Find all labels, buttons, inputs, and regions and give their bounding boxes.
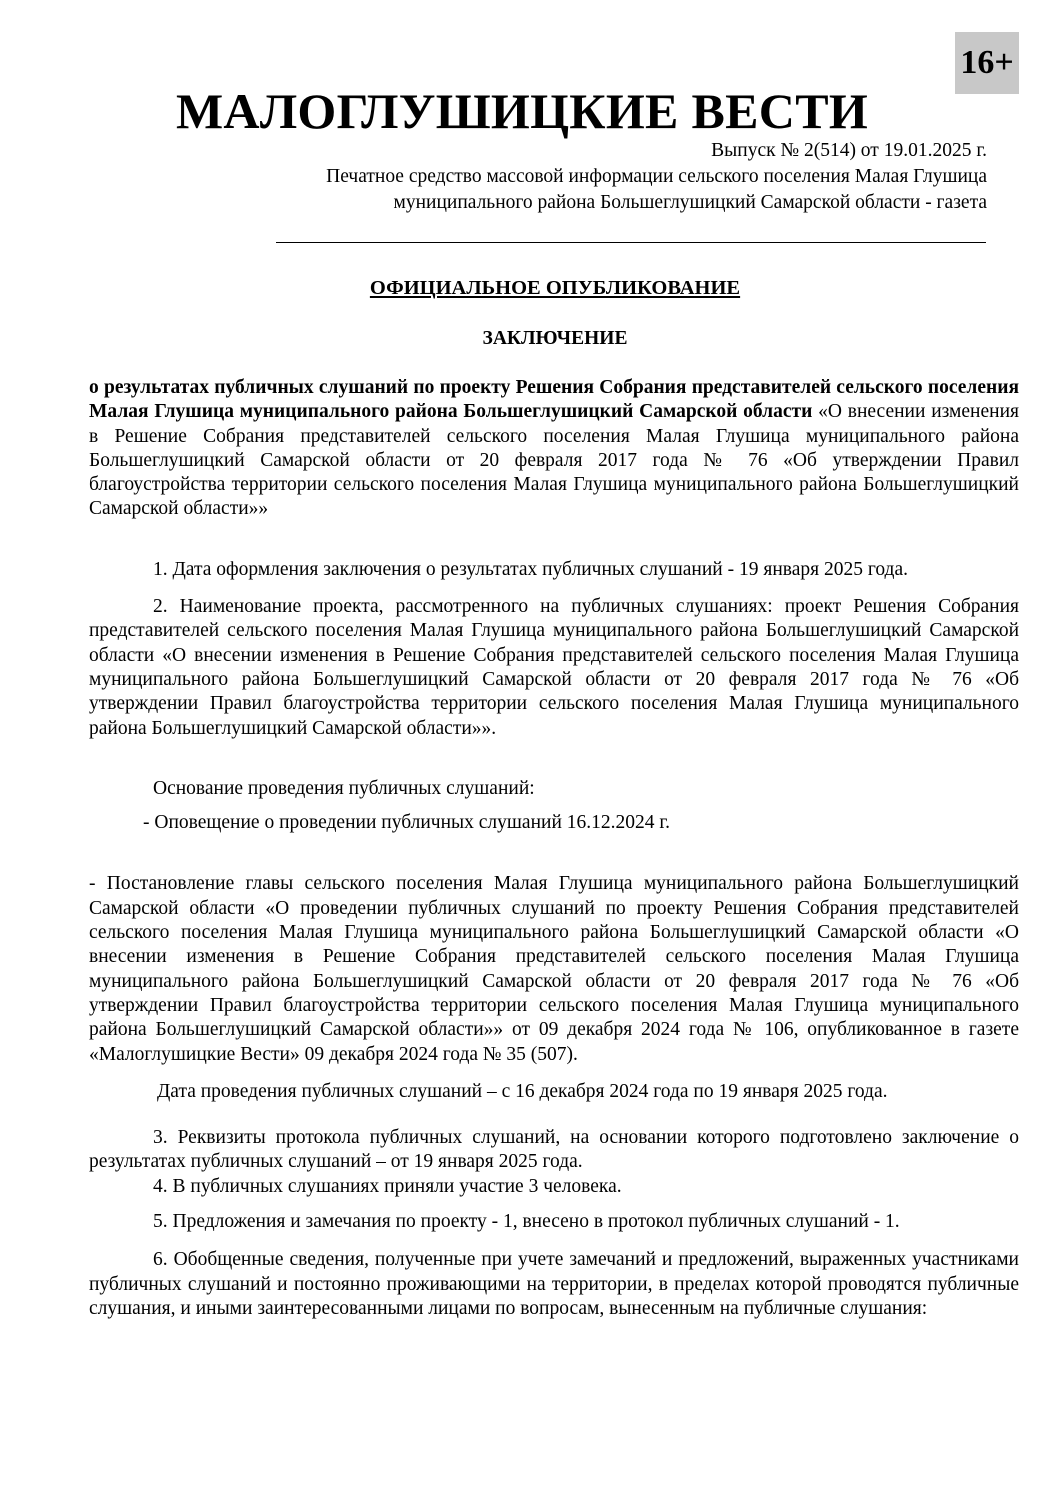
basis-item-2: - Постановление главы сельского поселения Малая Глушица муниципального района Большеглушицкий Самарской области «О проведении публичных слушаний по проекту Решения Собрания представителей сельского поселения Малая Глушица муниципального района Большеглушицкий Самарской области «О внесении изменения в Решение Собрания представителей сельского поселения Малая Глушица муниципального района Большеглушицкий Самарской области от 20 февраля 2017 года № 76 «Об утверждении Правил благоустройства территории сельского поселения Малая Глушица муниципального района Большеглушицкий Самарской области»» от 09 декабря 2024 года № 106, опубликованное в газете «Малоглушицкие Вести» 09 декабря 2024 года № 35 (507). bbox=[89, 873, 1019, 1065]
document-subject bbox=[89, 376, 1019, 522]
publisher-description-line-2: муниципального района Большеглушицкий Самарской области - газета bbox=[393, 192, 987, 213]
item-1: 1. Дата оформления заключения о результатах публичных слушаний - 19 января 2025 года. bbox=[153, 558, 908, 580]
newspaper-masthead: МАЛОГЛУШИЦКИЕ ВЕСТИ bbox=[175, 83, 869, 139]
document-subject-bold: о результатах публичных слушаний по проекту Решения Собрания представителей сельского поселения Малая Глушица муниципального района Большеглушицкий Самарской области bbox=[89, 377, 1019, 423]
item-3: 3. Реквизиты протокола публичных слушаний, на основании которого подготовлено заключение о результатах публичных слушаний – от 19 января 2025 года. bbox=[89, 1127, 1019, 1173]
item-2: 2. Наименование проекта, рассмотренного на публичных слушаниях: проект Решения Собрания представителей сельского поселения Малая Глушица муниципального района Большеглушицкий Самарской области «О внесении изменения в Решение Собрания представителей сельского поселения Малая Глушица муниципального района Большеглушицкий Самарской области от 20 февраля 2017 года № 76 «Об утверждении Правил благоустройства территории сельского поселения Малая Глушица муниципального района Большеглушицкий Самарской области»». bbox=[89, 596, 1019, 739]
age-rating-badge: 16+ bbox=[955, 32, 1019, 94]
item-5: 5. Предложения и замечания по проекту - 1, внесено в протокол публичных слушаний - 1. bbox=[153, 1211, 900, 1233]
hearing-dates: Дата проведения публичных слушаний – с 16 декабря 2024 года по 19 января 2025 года. bbox=[157, 1080, 888, 1102]
issue-number: Выпуск № 2(514) от 19.01.2025 г. bbox=[711, 140, 987, 161]
publisher-description-line-1: Печатное средство массовой информации сельского поселения Малая Глушица bbox=[326, 166, 987, 187]
document-subject-rest: «О внесении изменения в Решение Собрания представителей сельского поселения Малая Глушица муниципального района Большеглушицкий Самарской области от 20 февраля 2017 года № 76 «Об утверждении Правил благоустройства территории сельского поселения Малая Глушица муниципального района Большеглушицкий Самарской области»» bbox=[89, 401, 1019, 520]
item-6: 6. Обобщенные сведения, полученные при учете замечаний и предложений, выраженных участниками публичных слушаний и постоянно проживающими на территории, в пределах которой проводятся публичные слушания, и иными заинтересованными лицами по вопросам, вынесенным на публичные слушания: bbox=[89, 1249, 1019, 1319]
item-4: 4. В публичных слушаниях приняли участие 3 человека. bbox=[153, 1175, 622, 1197]
basis-heading: Основание проведения публичных слушаний: bbox=[153, 777, 535, 799]
section-title: ОФИЦИАЛЬНОЕ ОПУБЛИКОВАНИЕ bbox=[369, 277, 741, 299]
document-title: ЗАКЛЮЧЕНИЕ bbox=[482, 328, 628, 349]
header-divider bbox=[276, 242, 986, 243]
document-body bbox=[89, 376, 1019, 1321]
basis-item-1: - Оповещение о проведении публичных слушаний 16.12.2024 г. bbox=[143, 812, 671, 834]
